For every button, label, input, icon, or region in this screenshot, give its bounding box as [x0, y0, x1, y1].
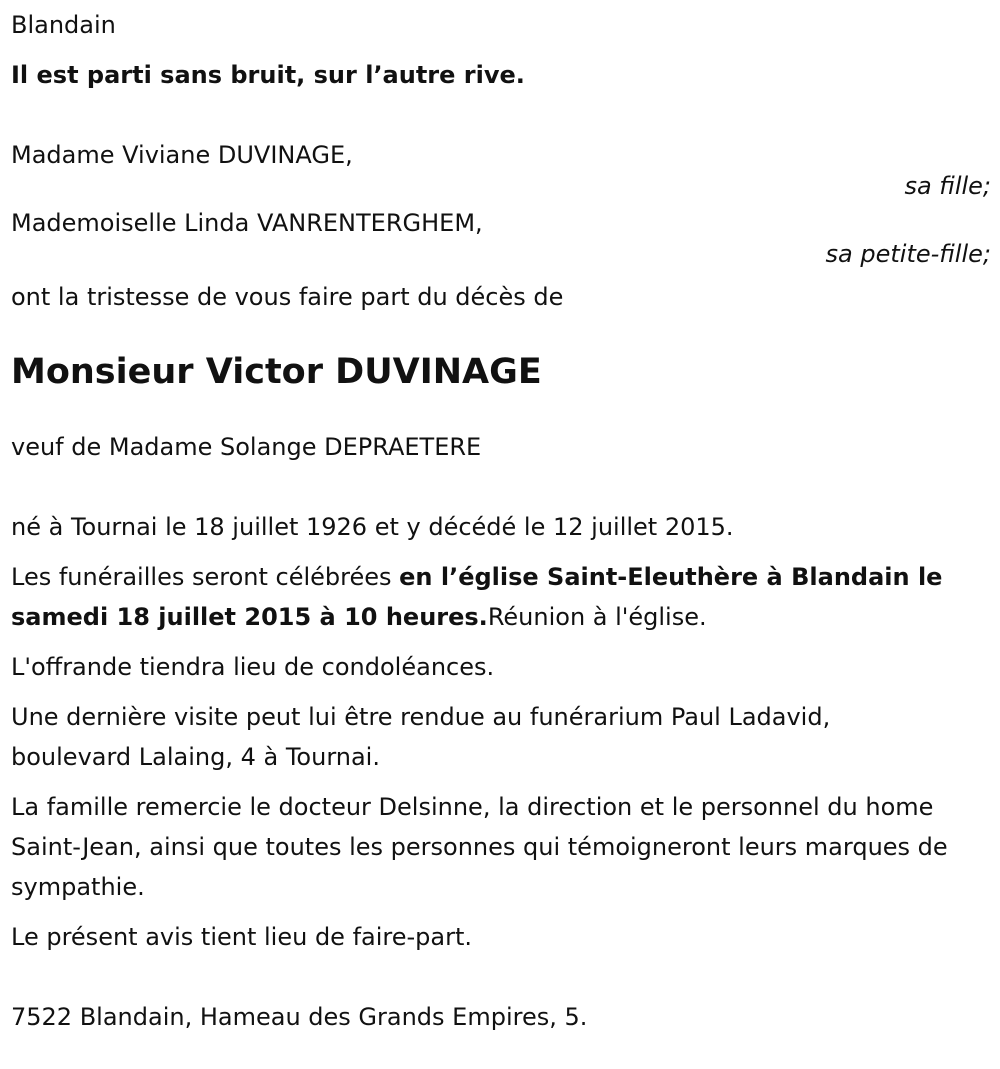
notice-line: Le présent avis tient lieu de faire-part. — [11, 923, 473, 951]
obituary-notice — [11, 5, 991, 1037]
announcement-line: ont la tristesse de vous faire part du décès de — [11, 283, 564, 311]
funeral-details: en l’église Saint-Eleuthère à Blandain le samedi 18 juillet 2015 à 10 heures. — [11, 563, 943, 631]
birth-death-line: né à Tournai le 18 juillet 1926 et y décédé le 12 juillet 2015. — [11, 513, 734, 541]
deceased-name: Monsieur Victor DUVINAGE — [11, 352, 542, 392]
family-member-1-relation: sa fille; — [904, 172, 991, 200]
address-line: 7522 Blandain, Hameau des Grands Empires, 5. — [11, 1003, 588, 1031]
visit-paragraph: Une dernière visite peut lui être rendue au funérarium Paul Ladavid, boulevard Lalaing, 4 à Tournai. — [11, 703, 831, 771]
thanks-paragraph: La famille remercie le docteur Delsinne, la direction et le personnel du home Saint-Jean, ainsi que toutes les personnes qui témoigneront leurs marques de sympathie. — [11, 793, 948, 901]
epigraph: Il est parti sans bruit, sur l’autre rive. — [11, 61, 525, 89]
funeral-meeting: Réunion à l'église. — [487, 603, 707, 631]
family-member-1-name: Madame Viviane DUVINAGE, — [11, 141, 353, 169]
offering-line: L'offrande tiendra lieu de condoléances. — [11, 653, 495, 681]
family-member-2-name: Mademoiselle Linda VANRENTERGHEM, — [11, 209, 483, 237]
funeral-paragraph — [11, 557, 991, 637]
family-member-2-relation: sa petite-fille; — [825, 240, 991, 268]
spouse-line: veuf de Madame Solange DEPRAETERE — [11, 433, 482, 461]
location-header: Blandain — [11, 11, 116, 39]
funeral-intro: Les funérailles seront célébrées — [11, 563, 400, 591]
